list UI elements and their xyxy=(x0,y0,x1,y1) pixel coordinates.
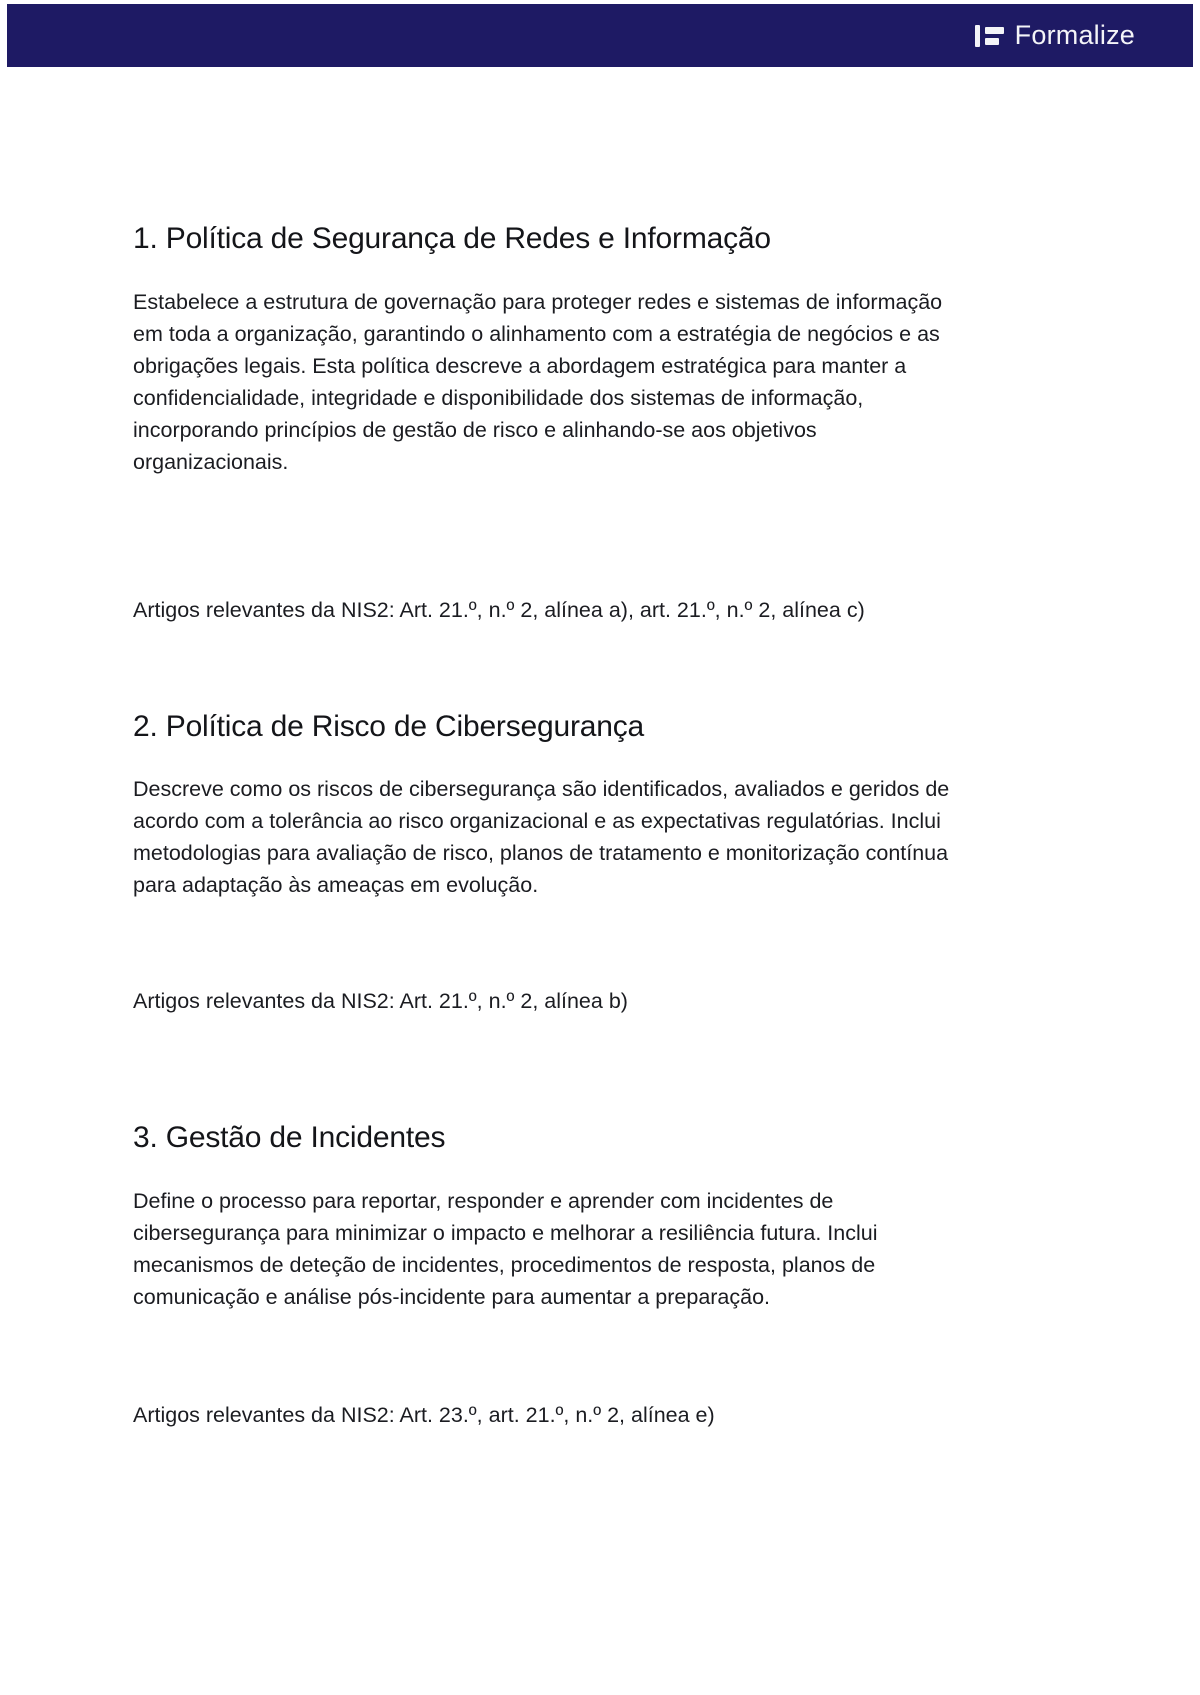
brand-wordmark: Formalize xyxy=(1014,20,1135,50)
section-body: Define o processo para reportar, responder e aprender com incidentes de cibersegurança para minimizar o impacto e melhorar a resiliência futura. Inclui mecanismos de deteção de incidentes, procedimentos de resposta, planos de comunicação e análise pós-incidente para aumentar a preparação. xyxy=(133,1188,878,1309)
section-incident-management xyxy=(133,1119,973,1429)
section-body: Estabelece a estrutura de governação para proteger redes e sistemas de informação em toda a organização, garantindo o alinhamento com a estratégia de negócios e as obrigações legais. Esta política descreve a abordagem estratégica para manter a confidencialidade, integridade e disponibilidade dos sistemas de informação, incorporando princípios de gestão de risco e alinhando-se aos objetivos organizacionais. xyxy=(133,289,943,474)
section-body: Descreve como os riscos de cibersegurança são identificados, avaliados e geridos de acordo com a tolerância ao risco organizacional e as expectativas regulatórias. Inclui metodologias para avaliação de risco, planos de tratamento e monitorização contínua para adaptação às ameaças em evolução. xyxy=(133,777,950,897)
section-heading: 2. Política de Risco de Cibersegurança xyxy=(133,709,645,743)
section-heading: 1. Política de Segurança de Redes e Informação xyxy=(133,222,771,255)
section-cyber-risk-policy xyxy=(133,708,973,1016)
brand-logo xyxy=(975,22,1135,49)
section-network-security-policy xyxy=(133,220,973,624)
section-relevant-articles: Artigos relevantes da NIS2: Art. 21.º, n.º 2, alínea b) xyxy=(133,989,628,1013)
formalize-logo-icon xyxy=(975,25,1004,47)
section-relevant-articles: Artigos relevantes da NIS2: Art. 21.º, n.º 2, alínea a), art. 21.º, n.º 2, alínea c) xyxy=(133,597,865,622)
document-content xyxy=(133,70,973,1429)
page-header xyxy=(7,4,1193,67)
section-heading: 3. Gestão de Incidentes xyxy=(133,1121,446,1154)
section-relevant-articles: Artigos relevantes da NIS2: Art. 23.º, art. 21.º, n.º 2, alínea e) xyxy=(133,1402,715,1427)
